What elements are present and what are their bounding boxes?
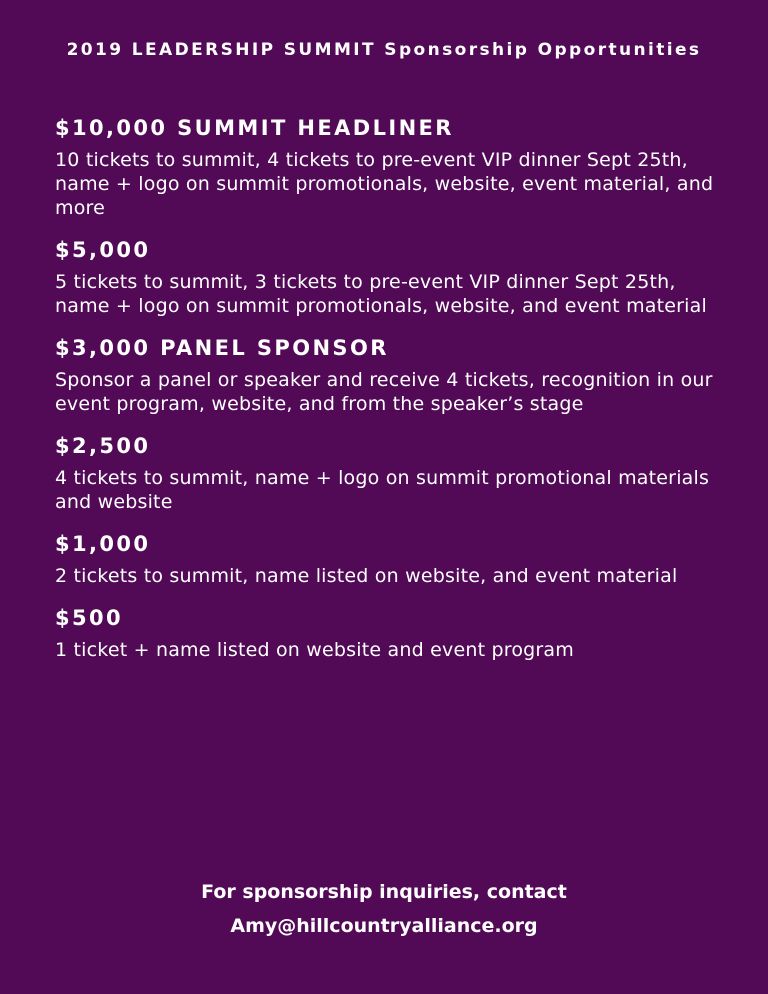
tier-title: $2,500 (55, 434, 151, 458)
page-title: 2019 LEADERSHIP SUMMIT Sponsorship Opportunities (66, 40, 702, 60)
tier-2500 (55, 432, 725, 514)
tier-summit-headliner (55, 114, 725, 220)
tier-5000 (55, 236, 725, 318)
tier-500 (55, 604, 725, 662)
tier-description: 10 tickets to summit, 4 tickets to pre-event VIP dinner Sept 25th, name + logo on summit promotionals, website, event material, and more (55, 149, 714, 219)
contact-text: For sponsorship inquiries, contact (201, 881, 567, 903)
sponsorship-tiers (55, 114, 725, 662)
tier-description: 2 tickets to summit, name listed on website, and event material (55, 565, 678, 587)
tier-1000 (55, 530, 725, 588)
tier-title: $500 (55, 606, 124, 630)
tier-title: $3,000 PANEL SPONSOR (55, 336, 389, 360)
tier-panel-sponsor (55, 334, 725, 416)
tier-title: $5,000 (55, 238, 151, 262)
contact-email: Amy@hillcountryalliance.org (230, 915, 538, 937)
tier-description: 1 ticket + name listed on website and event program (55, 639, 574, 661)
tier-title: $1,000 (55, 532, 151, 556)
tier-description: 5 tickets to summit, 3 tickets to pre-event VIP dinner Sept 25th, name + logo on summit promotionals, website, and event material (55, 271, 707, 317)
tier-description: 4 tickets to summit, name + logo on summit promotional materials and website (55, 467, 710, 513)
tier-title: $10,000 SUMMIT HEADLINER (55, 116, 454, 140)
tier-description: Sponsor a panel or speaker and receive 4 tickets, recognition in our event program, website, and from the speaker’s stage (55, 369, 713, 415)
contact-block (0, 875, 768, 943)
